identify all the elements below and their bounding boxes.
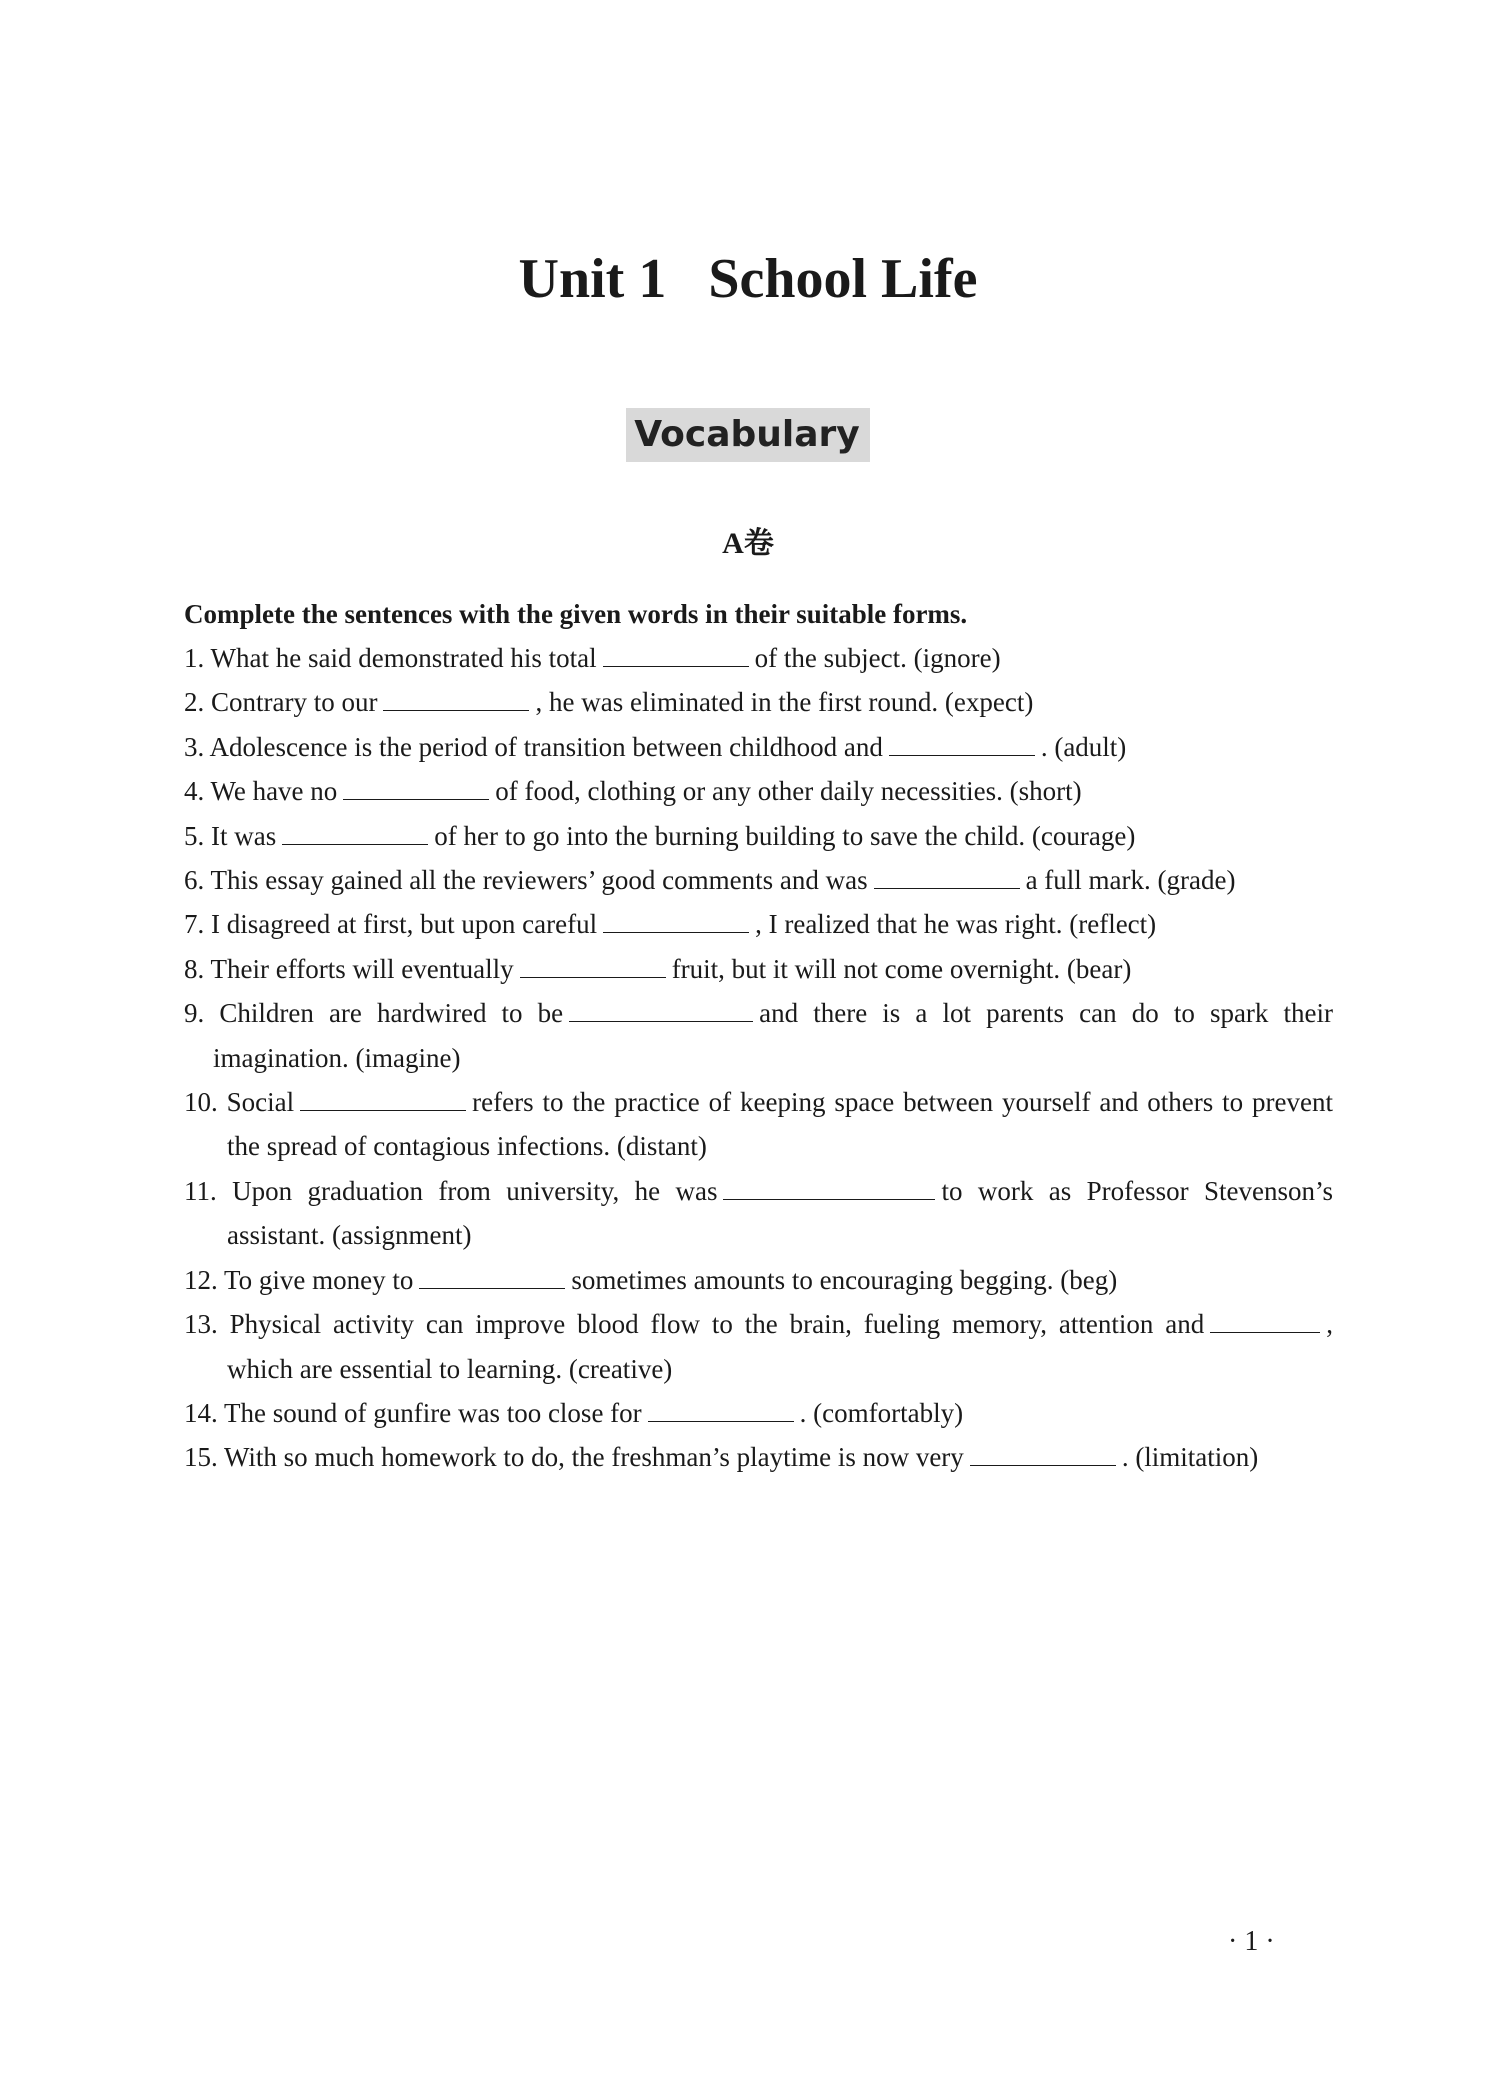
answer-blank[interactable] (300, 1088, 466, 1111)
question-item (184, 725, 1333, 769)
answer-blank[interactable] (343, 777, 489, 800)
answer-blank[interactable] (520, 955, 666, 978)
question-number: 1. (184, 643, 205, 673)
unit-title: Unit 1 School Life (518, 248, 978, 310)
question-text-before: Physical activity can improve blood flow to the brain, fueling memory, attention and (229, 1309, 1205, 1340)
question-number: 7. (184, 909, 205, 940)
question-text-before: Contrary to our (211, 687, 378, 718)
answer-blank[interactable] (723, 1177, 935, 1200)
question-text-before: To give money to (224, 1264, 414, 1295)
question-text-after: of the subject. (ignore) (754, 643, 1001, 673)
question-item (184, 636, 1333, 680)
question-text-after: of food, clothing or any other daily necessities. (short) (495, 776, 1082, 807)
question-number: 3. (184, 731, 205, 762)
question-number: 9. (184, 998, 205, 1029)
question-text-before: We have no (210, 776, 338, 807)
question-text-after: , which are essential to learning. (creative) (227, 1309, 1334, 1384)
answer-blank[interactable] (603, 644, 749, 667)
question-text-before: With so much homework to do, the freshman’s playtime is now very (224, 1442, 964, 1473)
answer-blank[interactable] (648, 1399, 794, 1422)
answer-blank[interactable] (282, 822, 428, 845)
question-text-after: and there is a lot parents can do to spark their imagination. (imagine) (213, 998, 1334, 1073)
question-item (184, 680, 1333, 724)
question-text-before: I disagreed at first, but upon careful (211, 909, 598, 940)
question-item (184, 858, 1333, 902)
question-item (184, 991, 1333, 1080)
question-text-before: Adolescence is the period of transition between childhood and (209, 731, 883, 762)
question-text-before: Social (226, 1087, 295, 1118)
question-item (184, 1302, 1333, 1391)
answer-blank[interactable] (383, 688, 529, 711)
answer-blank[interactable] (603, 910, 749, 933)
question-number: 13. (184, 1309, 218, 1340)
question-text-before: What he said demonstrated his total (210, 643, 597, 673)
question-text-after: to work as Professor Stevenson’s assistant. (assignment) (227, 1175, 1334, 1251)
question-text-after: refers to the practice of keeping space between yourself and others to prevent the spread of contagious infections. (distant) (227, 1087, 1333, 1162)
instruction: Complete the sentences with the given words in their suitable forms. (184, 599, 968, 629)
question-number: 6. (184, 865, 205, 896)
question-text-before: Children are hardwired to be (219, 998, 564, 1029)
question-text-before: Their efforts will eventually (210, 953, 514, 984)
question-item (184, 814, 1333, 858)
question-number: 14. (184, 1397, 218, 1428)
question-text-after: . (adult) (1040, 731, 1127, 762)
answer-blank[interactable] (569, 999, 753, 1022)
question-number: 2. (184, 687, 205, 718)
question-item (184, 902, 1333, 946)
paper-label: A卷 (722, 527, 774, 560)
question-number: 12. (184, 1264, 218, 1295)
answer-blank[interactable] (970, 1443, 1116, 1466)
answer-blank[interactable] (419, 1266, 565, 1289)
question-number: 4. (184, 776, 205, 807)
question-item (184, 1258, 1333, 1302)
question-number: 10. (184, 1087, 218, 1118)
question-text-after: sometimes amounts to encouraging begging. (beg) (571, 1264, 1118, 1295)
question-text-after: fruit, but it will not come overnight. (bear) (671, 953, 1132, 984)
question-text-after: , I realized that he was right. (reflect) (755, 909, 1157, 940)
question-number: 8. (184, 953, 205, 984)
question-number: 5. (184, 820, 205, 851)
question-number: 11. (184, 1175, 217, 1206)
question-text-after: a full mark. (grade) (1025, 865, 1236, 896)
question-item (184, 769, 1333, 813)
answer-blank[interactable] (1210, 1310, 1320, 1333)
question-text-before: It was (211, 820, 277, 851)
question-item (184, 1435, 1333, 1479)
question-list (184, 636, 1333, 1480)
question-text-after: . (limitation) (1121, 1442, 1259, 1473)
question-number: 15. (184, 1442, 218, 1473)
section-badge: Vocabulary (626, 408, 870, 462)
question-item (184, 947, 1333, 991)
question-text-after: . (comfortably) (799, 1397, 964, 1428)
question-text-before: This essay gained all the reviewers’ good comments and was (210, 865, 868, 896)
question-text-after: , he was eliminated in the first round. (expect) (535, 687, 1034, 718)
page-number: · 1 · (1228, 1926, 1275, 1957)
question-item (184, 1169, 1333, 1258)
section-heading (0, 408, 1496, 462)
question-text-after: of her to go into the burning building to save the child. (courage) (434, 820, 1136, 851)
question-text-before: Upon graduation from university, he was (232, 1175, 718, 1206)
question-item (184, 1080, 1333, 1169)
answer-blank[interactable] (889, 733, 1035, 756)
question-text-before: The sound of gunfire was too close for (224, 1397, 642, 1428)
answer-blank[interactable] (874, 866, 1020, 889)
question-item (184, 1391, 1333, 1435)
